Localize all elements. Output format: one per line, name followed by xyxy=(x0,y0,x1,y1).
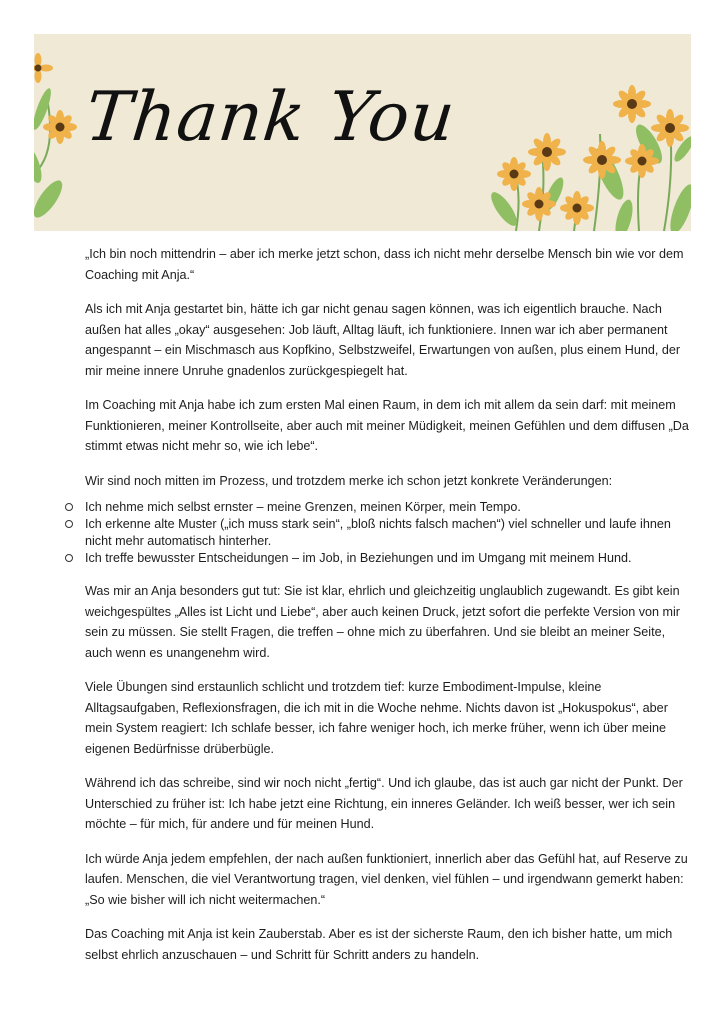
list-item: Ich nehme mich selbst ernster – meine Grenzen, meinen Körper, mein Tempo. xyxy=(65,499,689,516)
paragraph-2: Im Coaching mit Anja habe ich zum ersten Mal einen Raum, in dem ich mit allem da sein darf: mit meinem Funktionieren, meiner Kontrollseite, aber auch mit meiner Müdigkeit, meinen Gefühlen und dem diffusen „Da stimmt etwas nicht mehr so, wie ich lebe“. xyxy=(85,398,689,453)
intro-quote: „Ich bin noch mittendrin – aber ich merke jetzt schon, dass ich nicht mehr derselbe Mensch bin wie vor dem Coaching mit Anja.“ xyxy=(85,247,684,282)
right-flower-5 xyxy=(497,157,531,191)
header-banner xyxy=(34,34,691,231)
paragraph-4: Was mir an Anja besonders gut tut: Sie ist klar, ehrlich und gleichzeitig unglaublich zugewandt. Es gibt kein weichgespültes „Alles ist Licht und Liebe“, aber auch keinen Druck, jetzt sofort die perfekte Version von mir sein zu müssen. Sie stellt Fragen, die treffen – ohne mich zu überfahren. Und sie bleibt an meiner Seite, auch wenn es unangenehm wird. xyxy=(85,584,681,660)
paragraph-3: Wir sind noch mitten im Prozess, und trotzdem merke ich schon jetzt konkrete Veränderungen: xyxy=(85,473,613,488)
right-flower-7 xyxy=(560,191,594,225)
change-list xyxy=(65,499,689,567)
left-flower-1 xyxy=(43,110,77,144)
bullet-circle-icon xyxy=(65,503,73,511)
testimonial-body xyxy=(85,244,689,979)
left-flowers xyxy=(34,87,67,222)
left-flower-2 xyxy=(34,53,53,83)
page-title: Thank You xyxy=(81,78,460,157)
bullet-circle-icon xyxy=(65,520,73,528)
right-flower-1 xyxy=(613,85,651,123)
list-item: Ich erkenne alte Muster („ich muss stark sein“, „bloß nichts falsch machen“) viel schneller und laufe ihnen nicht mehr automatisch hinterher. xyxy=(65,516,689,550)
paragraph-5: Viele Übungen sind erstaunlich schlicht und trotzdem tief: kurze Embodiment-Impulse, kleine Alltagsaufgaben, Reflexionsfragen, die ich mit in die Woche nehme. Nichts davon ist „Hokuspokus“, aber mein System reagiert: Ich schlafe besser, ich fahre weniger hoch, ich merke früher, wenn ich über meine eigenen Bedürfnisse drüberbügle. xyxy=(85,680,668,756)
paragraph-1: Als ich mit Anja gestartet bin, hätte ich gar nicht genau sagen können, was ich eigentlich brauche. Nach außen hat alles „okay“ ausgesehen: Job läuft, Alltag läuft, ich funktioniere. Innen war ich aber permanent angespannt – ein Mischmasch aus Kopfkino, Selbstzweifel, Erwartungen von außen, plus einem Hund, der mir meine innere Unruhe gnadenlos zurückgespiegelt hat. xyxy=(85,302,681,378)
paragraph-6: Während ich das schreibe, sind wir noch nicht „fertig“. Und ich glaube, das ist auch gar nicht der Punkt. Der Unterschied zu früher ist: Ich habe jetzt eine Richtung, ein inneres Geländer. Ich weiß besser, wer ich sein möchte – für mich, für andere und für meinen Hund. xyxy=(85,776,683,831)
paragraph-8: Das Coaching mit Anja ist kein Zauberstab. Aber es ist der sicherste Raum, den ich bisher hatte, um mich selbst ehrlich anzuschauen – und Schritt für Schritt anders zu handeln. xyxy=(85,927,673,962)
bullet-circle-icon xyxy=(65,554,73,562)
right-flower-2 xyxy=(651,109,689,147)
list-item: Ich treffe bewusster Entscheidungen – im Job, in Beziehungen und im Umgang mit meinem Hund. xyxy=(65,550,689,567)
right-flower-3 xyxy=(528,133,566,171)
paragraph-7: Ich würde Anja jedem empfehlen, der nach außen funktioniert, innerlich aber das Gefühl hat, auf Reserve zu laufen. Menschen, die viel Verantwortung tragen, viel denken, viel fühlen – und irgendwann gemerkt haben: „So wie bisher will ich nicht weitermachen.“ xyxy=(85,851,688,907)
